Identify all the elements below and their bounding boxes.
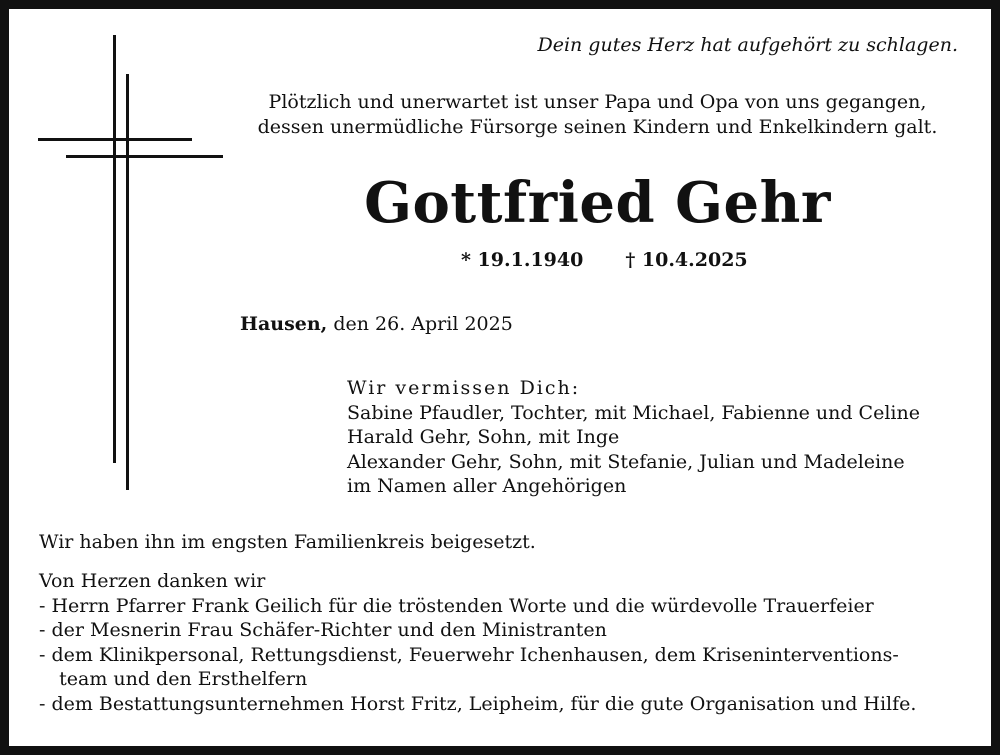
family-line: im Namen aller Angehörigen: [347, 475, 627, 497]
birth-date: * 19.1.1940: [461, 249, 584, 271]
place-date: [240, 313, 513, 335]
thanks-heading: Von Herzen danken wir: [39, 570, 266, 592]
life-dates: [461, 249, 748, 271]
intro-line: dessen unermüdliche Fürsorge seinen Kindern und Enkelkindern galt.: [257, 116, 938, 138]
thanks-line: - der Mesnerin Frau Schäfer-Richter und den Ministranten: [39, 619, 607, 641]
thanks-section: [39, 569, 916, 716]
death-date: † 10.4.2025: [625, 249, 748, 271]
family-heading: Wir vermissen Dich:: [347, 377, 581, 399]
family-line: Alexander Gehr, Sohn, mit Stefanie, Julian und Madeleine: [347, 450, 905, 473]
family-line: Harald Gehr, Sohn, mit Inge: [347, 426, 620, 448]
place-city: Hausen,: [240, 313, 328, 335]
cross-horizontal-bar-bottom: [66, 155, 223, 158]
notice-date: den 26. April 2025: [333, 313, 513, 335]
family-signatures: [347, 376, 920, 499]
intro-text: [230, 90, 965, 140]
burial-note: Wir haben ihn im engsten Familienkreis beigesetzt.: [39, 531, 536, 553]
cross-vertical-bar-left: [113, 35, 116, 463]
intro-line: Plötzlich und unerwartet ist unser Papa und Opa von uns gegangen,: [268, 91, 927, 113]
thanks-line: - dem Bestattungsunternehmen Horst Fritz, Leipheim, für die gute Organisation und Hilfe.: [39, 692, 917, 715]
thanks-line: - Herrn Pfarrer Frank Geilich für die tröstenden Worte und die würdevolle Trauerfeier: [39, 594, 874, 617]
cross-vertical-bar-right: [126, 74, 129, 490]
family-line: Sabine Pfaudler, Tochter, mit Michael, Fabienne und Celine: [347, 401, 920, 424]
deceased-name: Gottfried Gehr: [364, 170, 831, 236]
motto: Dein gutes Herz hat aufgehört zu schlagen.: [537, 34, 958, 56]
thanks-line: team und den Ersthelfern: [41, 668, 308, 690]
thanks-line: - dem Klinikpersonal, Rettungsdienst, Feuerwehr Ichenhausen, dem Kriseninterventions-: [39, 643, 899, 666]
cross-horizontal-bar-top: [38, 138, 192, 141]
